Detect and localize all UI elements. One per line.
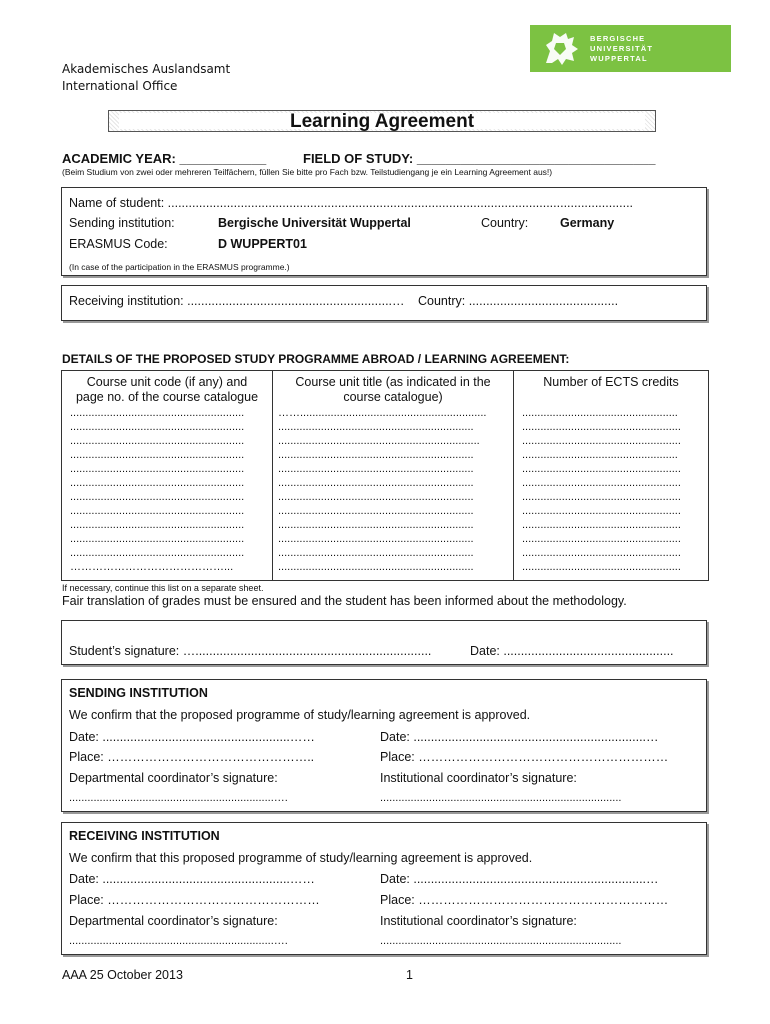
sending-date-right-field[interactable]: Date: ...................................................................… [380,730,659,744]
receiving-place-right-field[interactable]: Place: …………………………………………………… [380,893,669,907]
erasmus-code-label: ERASMUS Code: [69,237,168,251]
fair-translation-statement: Fair translation of grades must be ensured and the student has been informed about the methodology. [62,594,627,608]
course-title-field[interactable]: ................................................................ [278,561,474,573]
lion-crest-icon [540,29,584,69]
course-title-field[interactable]: ................................................................ [278,477,474,489]
german-note: (Beim Studium von zwei oder mehreren Teilfächern, füllen Sie bitte pro Fach bzw. Teilstudiengang je ein Learning Agreement aus!) [62,167,553,177]
ects-credits-field[interactable]: .................................................... [522,519,681,531]
office-name-line2: International Office [62,79,178,93]
col1-header-line1: Course unit code (if any) and [86,375,248,389]
field-of-study-field[interactable]: FIELD OF STUDY: _________________________________ [303,151,656,166]
receiving-inst-signature-field[interactable]: ............................................................................... [380,935,622,947]
receiving-dept-signature-field[interactable]: ...................................................................…. [69,935,288,947]
university-logo [530,25,731,72]
course-title-field[interactable]: .................................................................. [278,435,480,447]
sending-institution-label: Sending institution: [69,216,175,230]
sending-inst-signature-field[interactable]: ............................................................................... [380,792,622,804]
receiving-country-field[interactable]: Country: ........................................... [418,294,619,308]
receiving-statement: We confirm that this proposed programme of study/learning agreement is approved. [69,851,533,865]
course-code-field[interactable]: ......................................................... [70,463,245,475]
course-code-field[interactable]: ......................................................... [70,505,245,517]
page-number: 1 [406,968,413,982]
col2-header-line2: course catalogue) [343,390,443,404]
country-value: Germany [560,216,615,230]
ects-credits-field[interactable]: .................................................... [522,505,681,517]
course-code-field[interactable]: ......................................................... [70,519,245,531]
receiving-date-right-field[interactable]: Date: ...................................................................… [380,872,659,886]
receiving-inst-signature-label: Institutional coordinator’s signature: [380,914,577,928]
ects-credits-field[interactable]: .................................................... [522,463,681,475]
sending-place-left-field[interactable]: Place: ………………………………………….. [69,750,315,764]
course-code-field[interactable]: ......................................................... [70,449,245,461]
ects-credits-field[interactable]: .................................................... [522,533,681,545]
ects-credits-field[interactable]: .................................................... [522,435,681,447]
course-code-field[interactable]: ......................................................... [70,533,245,545]
course-title-field[interactable]: ……............................................................. [278,407,487,419]
col1-header-line2: page no. of the course catalogue [75,390,259,404]
course-code-field[interactable]: ......................................................... [70,547,245,559]
receiving-section-heading: RECEIVING INSTITUTION [69,829,220,843]
receiving-institution-field[interactable]: Receiving institution: ...........................................................… [69,294,405,308]
ects-credits-field[interactable]: .................................................... [522,421,681,433]
student-signature-field[interactable]: Student’s signature: ….................................................................... [69,644,432,658]
ects-credits-field[interactable]: .................................................... [522,491,681,503]
course-code-field[interactable]: ......................................................... [70,435,245,447]
sending-statement: We confirm that the proposed programme of study/learning agreement is approved. [69,708,531,722]
course-code-field[interactable]: ……………………………………... [70,561,234,573]
logo-text-line2: UNIVERSITÄT [590,44,654,53]
logo-text-line1: BERGISCHE [590,34,646,43]
course-title-field[interactable]: ................................................................ [278,449,474,461]
sending-institution-value: Bergische Universität Wuppertal [218,216,411,230]
sending-section-heading: SENDING INSTITUTION [69,686,208,700]
continue-note: If necessary, continue this list on a separate sheet. [62,583,264,593]
course-code-field[interactable]: ......................................................... [70,421,245,433]
ects-credits-field[interactable]: ................................................... [522,407,678,419]
receiving-place-left-field[interactable]: Place: …………………………………………… [69,893,320,907]
sending-inst-signature-label: Institutional coordinator’s signature: [380,771,577,785]
course-table [61,370,709,581]
course-code-field[interactable]: ......................................................... [70,477,245,489]
sending-date-left-field[interactable]: Date: ......................................................…… [69,730,315,744]
country-label: Country: [481,216,529,230]
student-signature-box [61,620,707,665]
course-title-field[interactable]: ................................................................ [278,505,474,517]
receiving-date-left-field[interactable]: Date: ......................................................…… [69,872,315,886]
student-date-field[interactable]: Date: ................................................. [470,644,674,658]
sending-dept-signature-field[interactable]: ...................................................................…. [69,792,288,804]
col1-header [62,375,272,405]
col3-header: Number of ECTS credits [543,375,679,389]
col2-header-line1: Course unit title (as indicated in the [295,375,491,389]
course-title-field[interactable]: ................................................................ [278,421,474,433]
details-heading: DETAILS OF THE PROPOSED STUDY PROGRAMME ABROAD / LEARNING AGREEMENT: [62,352,570,366]
receiving-dept-signature-label: Departmental coordinator’s signature: [69,914,278,928]
course-code-field[interactable]: ......................................................... [70,491,245,503]
document-title: Learning Agreement [119,113,645,129]
sending-place-right-field[interactable]: Place: …………………………………………………… [380,750,669,764]
ects-credits-field[interactable]: .................................................... [522,547,681,559]
logo-text-line3: WUPPERTAL [590,54,648,63]
footer-document-code: AAA 25 October 2013 [62,968,183,982]
academic-year-field[interactable]: ACADEMIC YEAR: ____________ [62,151,267,166]
col2-header [273,375,513,405]
course-title-field[interactable]: ................................................................ [278,463,474,475]
student-name-field[interactable]: Name of student: ...................................................................................................................................... [69,196,634,210]
course-title-field[interactable]: ................................................................ [278,547,474,559]
ects-credits-field[interactable]: .................................................... [522,477,681,489]
erasmus-code-value: D WUPPERT01 [218,237,307,251]
course-title-field[interactable]: ................................................................ [278,519,474,531]
course-title-field[interactable]: ................................................................ [278,491,474,503]
ects-credits-field[interactable]: .................................................... [522,561,681,573]
erasmus-note: (In case of the participation in the ERASMUS programme.) [69,262,290,272]
office-name-line1: Akademisches Auslandsamt [62,62,231,76]
ects-credits-field[interactable]: ................................................... [522,449,678,461]
title-band [108,110,656,132]
sending-dept-signature-label: Departmental coordinator’s signature: [69,771,278,785]
course-title-field[interactable]: ................................................................ [278,533,474,545]
course-code-field[interactable]: ......................................................... [70,407,245,419]
